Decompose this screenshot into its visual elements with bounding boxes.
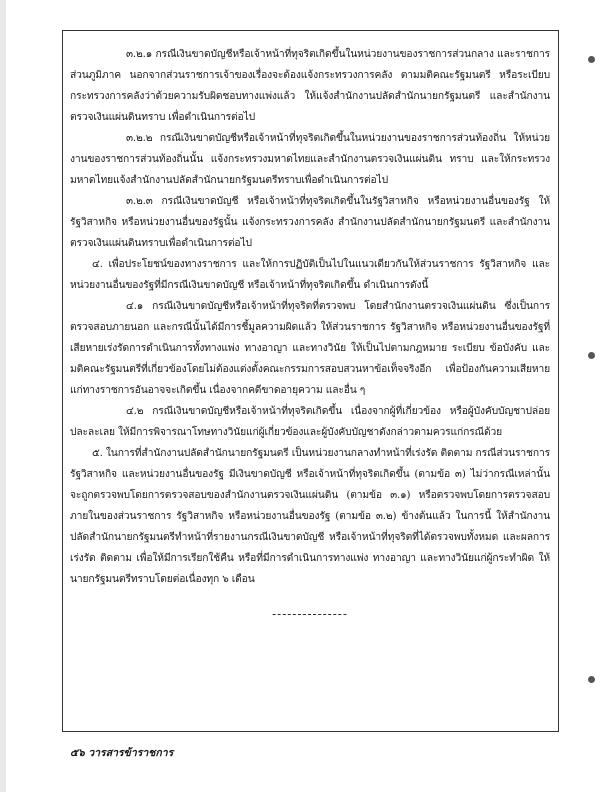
paragraph-3-2-1: ๓.๒.๑ กรณีเงินขาดบัญชีหรือเจ้าหน้าที่ทุจริตเกิดขึ้นในหน่วยงานของราชการส่วนกลาง และราชการส่วนภูมิภาค นอกจากส่วนราชการเจ้าของเรื่องจะต้องแจ้งกระทรวงการคลัง ตามมติคณะรัฐมนตรี หรือระเบียบกระทรวงการคลังว่าด้วยความรับผิดชอบทางแพ่งแล้ว ให้แจ้งสำนักงานปลัดสำนักนายกรัฐมนตรี และสำนักงานตรวจเงินแผ่นดินทราบ เพื่อดำเนินการต่อไป [70, 48, 550, 123]
paragraph-4-2: ๔.๒ กรณีเงินขาดบัญชีหรือเจ้าหน้าที่ทุจริตเกิดขึ้น เนื่องจากผู้ที่เกี่ยวข้อง หรือผู้บังคับบัญชาปล่อยปละละเลย ให้มีการพิจารณาโทษทางวินัยแก่ผู้เกี่ยวข้องและผู้บังคับบัญชาดังกล่าวตามควรแก่กรณีด้วย [70, 405, 550, 438]
paragraph-4: ๔. เพื่อประโยชน์ของทางราชการ และให้การปฏิบัติเป็นไปในแนวเดียวกันให้ส่วนราชการ รัฐวิสาหกิจ และหน่วยงานอื่นของรัฐที่มีกรณีเงินขาดบัญชี หรือเจ้าหน้าที่ทุจริตเกิดขึ้น ดำเนินการดังนี้ [70, 258, 550, 291]
punch-hole-mark [588, 676, 595, 683]
paragraph-3-2-2: ๓.๒.๒ กรณีเงินขาดบัญชีหรือเจ้าหน้าที่ทุจริตเกิดขึ้นในหน่วยงานของราชการส่วนท้องถิ่น ให้หน่วยงานของราชการส่วนท้องถิ่นนั้น แจ้งกระทรวงมหาดไทยและสำนักงานตรวจเงินแผ่นดิน ทราบ และให้กระทรวงมหาดไทยแจ้งสำนักงานปลัดสำนักนายกรัฐมนตรีทราบเพื่อดำเนินการต่อไป [70, 132, 550, 186]
punch-hole-mark [588, 56, 595, 63]
paragraph-5: ๕. ในการที่สำนักงานปลัดสำนักนายกรัฐมนตรี เป็นหน่วยงานกลางทำหน้าที่เร่งรัด ติดตาม กรณีส่วนราชการ รัฐวิสาหกิจ และหน่วยงานอื่นของรัฐ มีเงินขาดบัญชี หรือเจ้าหน้าที่ทุจริตเกิดขึ้น (ตามข้อ ๓) ไม่ว่ากรณีเหล่านั้นจะถูกตรวจพบโดยการตรวจสอบของสำนักงานตรวจเงินแผ่นดิน (ตามข้อ ๓.๑) หรือตรวจพบโดยการตรวจสอบภายในของส่วนราชการ รัฐวิสาหกิจ หรือหน่วยงานอื่นของรัฐ (ตามข้อ ๓.๒) ข้างต้นแล้ว ในการนี้ ให้สำนักงานปลัดสำนักนายกรัฐมนตรีทำหน้าที่รายงานกรณีเงินขาดบัญชี หรือเจ้าหน้าที่ทุจริตที่ได้ตรวจพบทั้งหมด และผลการเร่งรัด ติดตาม เพื่อให้มีการเรียกใช้คืน หรือที่มีการดำเนินการทางแพ่ง ทางอาญา และทางวินัยแก่ผู้กระทำผิด ให้นายกรัฐมนตรีทราบโดยต่อเนื่องทุก ๖ เดือน [70, 447, 550, 585]
scan-edge-shadow [0, 0, 6, 792]
paragraph-3-2-3: ๓.๒.๓ กรณีเงินขาดบัญชี หรือเจ้าหน้าที่ทุจริตเกิดขึ้นในรัฐวิสาหกิจ หรือหน่วยงานอื่นของรัฐ ให้รัฐวิสาหกิจ หรือหน่วยงานอื่นของรัฐนั้น แจ้งกระทรวงการคลัง สำนักงานปลัดสำนักนายกรัฐมนตรี และสำนักงานตรวจเงินแผ่นดินทราบเพื่อดำเนินการต่อไป [70, 195, 550, 249]
page-footer: ๕๖ วารสารข้าราชการ [70, 747, 174, 759]
document-body [70, 44, 550, 625]
section-divider: --------------- [272, 607, 348, 621]
paragraph-4-1: ๔.๑ กรณีเงินขาดบัญชีหรือเจ้าหน้าที่ทุจริตที่ตรวจพบ โดยสำนักงานตรวจเงินแผ่นดิน ซึ่งเป็นการตรวจสอบภายนอก และกรณีนั้นได้มีการชี้มูลความผิดแล้ว ให้ส่วนราชการ รัฐวิสาหกิจ หรือหน่วยงานอื่นของรัฐที่เสียหายเร่งรัดการดำเนินการทั้งทางแพ่ง ทางอาญา และทางวินัย ให้เป็นไปตามกฎหมาย ระเบียบ ข้อบังคับ และมติคณะรัฐมนตรีที่เกี่ยวข้องโดยไม่ต้องแต่งตั้งคณะกรรมการสอบสวนหาข้อเท็จจริงอีก เพื่อป้องกันความเสียหายแก่ทางราชการอันอาจจะเกิดขึ้น เนื่องจากคดีขาดอายุความ และอื่น ๆ [70, 300, 550, 396]
punch-hole-mark [588, 352, 595, 359]
